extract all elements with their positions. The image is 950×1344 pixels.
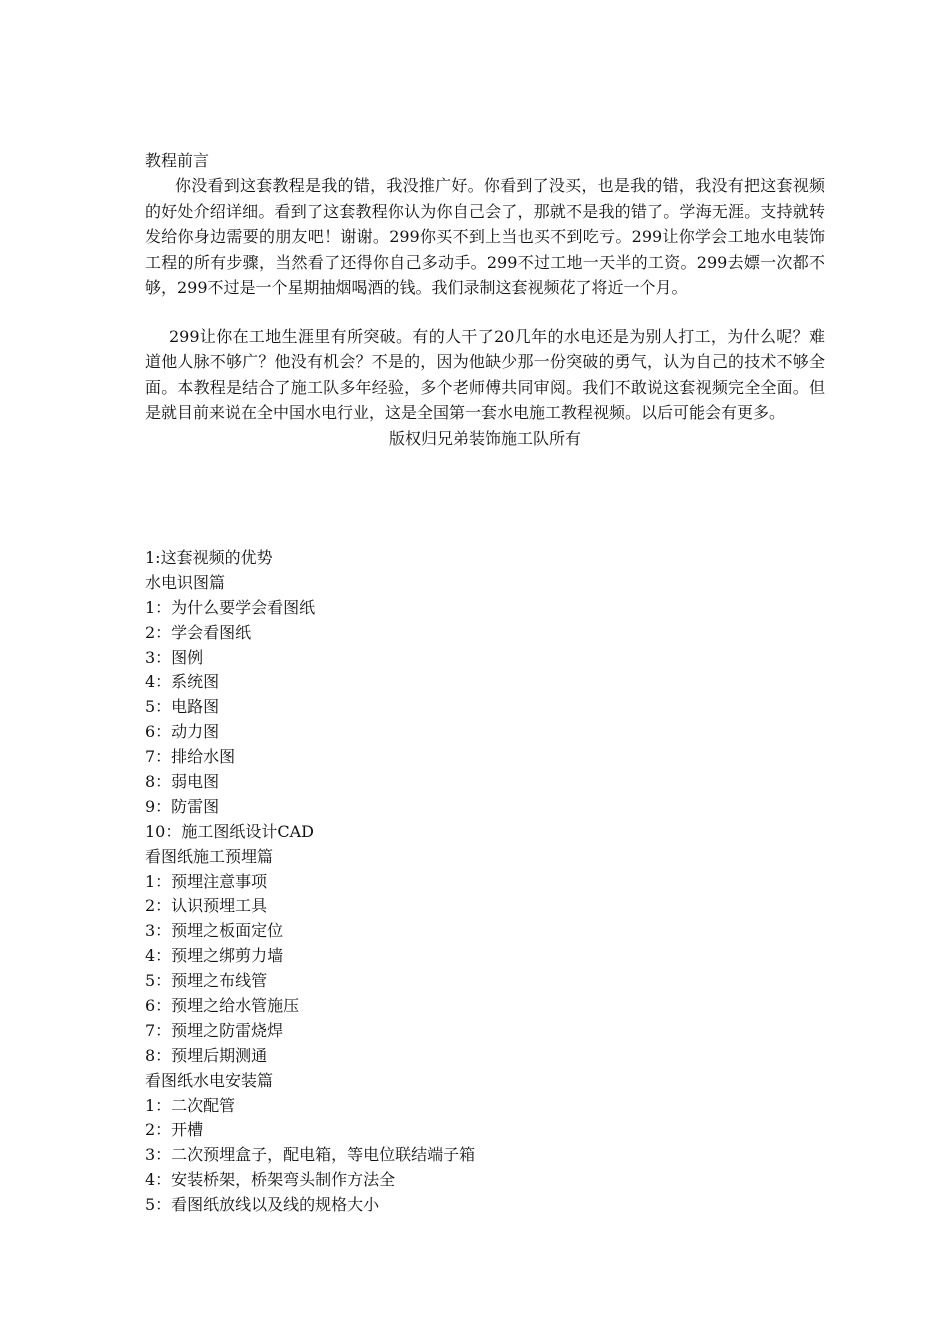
toc-item: 4：安装桥架，桥架弯头制作方法全 [145, 1170, 396, 1190]
toc-section-heading: 看图纸施工预埋篇 [145, 846, 274, 866]
preface-section [145, 148, 825, 451]
toc-item: 4：系统图 [145, 672, 220, 692]
toc-item: 3：图例 [145, 647, 204, 667]
toc-item: 10：施工图纸设计CAD [145, 821, 314, 841]
table-of-contents [145, 546, 825, 1218]
toc-item: 1：预埋注意事项 [145, 871, 268, 891]
toc-item: 5：预埋之布线管 [145, 971, 268, 991]
toc-item: 5：看图纸放线以及线的规格大小 [145, 1195, 380, 1215]
toc-item: 1:这套视频的优势 [145, 548, 273, 567]
copyright-notice: 版权归兄弟装饰施工队所有 [388, 428, 581, 448]
toc-item: 3：二次预埋盒子，配电箱，等电位联结端子箱 [145, 1145, 476, 1165]
toc-section-heading: 看图纸水电安装篇 [145, 1070, 274, 1090]
preface-paragraph-1: 你没看到这套教程是我的错，我没推广好。你看到了没买，也是我的错，我没有把这套视频的好处介绍详细。看到了这套教程你认为你自己会了，那就不是我的错了。学海无涯。支持就转发给你身边需要的朋友吧！谢谢。299你买不到上当也买不到吃亏。299让你学会工地水电装饰工程的所有步骤，当然看了还得你自己多动手。299不过工地一天半的工资。299去嫖一次都不够，299不过是一个星期抽烟喝酒的钱。我们录制这套视频花了将近一个月。 [145, 176, 825, 297]
toc-item: 1：二次配管 [145, 1095, 236, 1115]
toc-item: 5：电路图 [145, 697, 220, 717]
toc-item: 8：预埋后期测通 [145, 1045, 268, 1065]
preface-title: 教程前言 [145, 151, 210, 170]
toc-item: 6：动力图 [145, 722, 220, 742]
toc-item: 4：预埋之绑剪力墙 [145, 946, 284, 966]
toc-item: 9：防雷图 [145, 796, 220, 816]
toc-item: 7：排给水图 [145, 747, 236, 767]
toc-item: 2：开槽 [145, 1120, 204, 1140]
toc-item: 3：预埋之板面定位 [145, 921, 284, 941]
toc-section-heading: 水电识图篇 [145, 572, 226, 592]
toc-item: 6：预埋之给水管施压 [145, 996, 300, 1016]
toc-item: 1：为什么要学会看图纸 [145, 597, 316, 617]
toc-item: 8：弱电图 [145, 772, 220, 792]
toc-item: 7：预埋之防雷烧焊 [145, 1020, 284, 1040]
toc-item: 2：学会看图纸 [145, 622, 252, 642]
preface-paragraph-2: 299让你在工地生涯里有所突破。有的人干了20几年的水电还是为别人打工，为什么呢？难道他人脉不够广？他没有机会？不是的，因为他缺少那一份突破的勇气，认为自己的技术不够全面。本教程是结合了施工队多年经验，多个老师傅共同审阅。我们不敢说这套视频完全全面。但是就目前来说在全中国水电行业，这是全国第一套水电施工教程视频。以后可能会有更多。 [145, 326, 825, 422]
toc-item: 2：认识预埋工具 [145, 896, 268, 916]
